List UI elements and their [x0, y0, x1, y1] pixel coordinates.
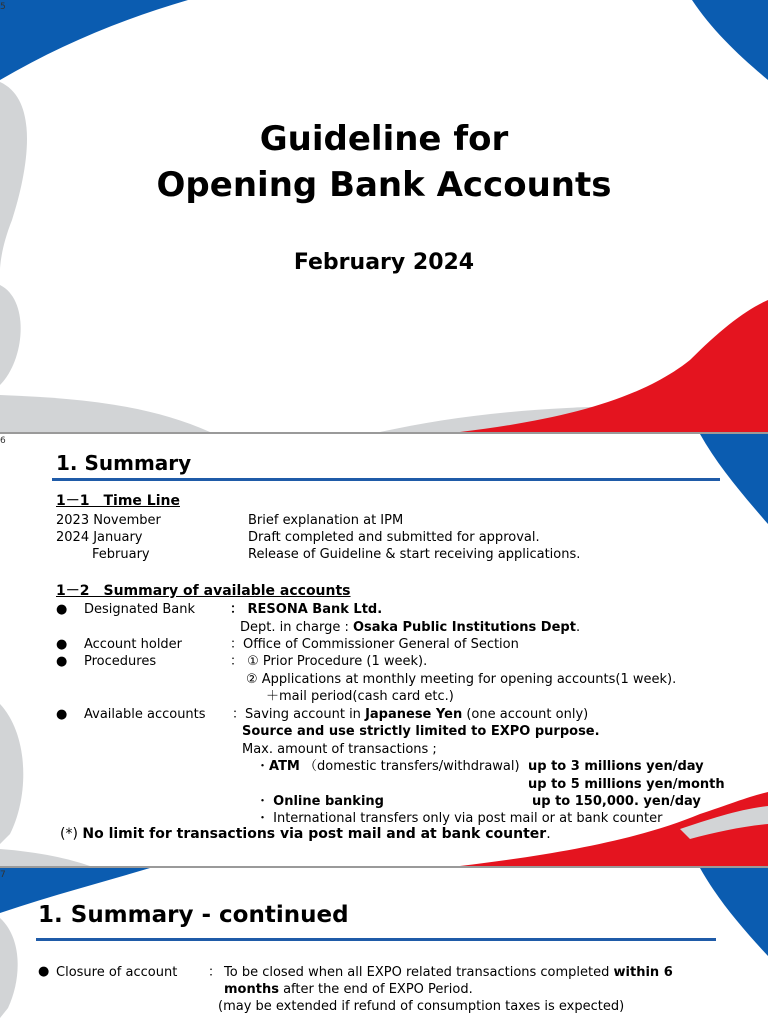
online-bullet: ・: [256, 794, 270, 809]
timeline-when-3: February: [92, 547, 150, 562]
bullet-icon: ●: [56, 654, 68, 669]
closure-line-1-text: To be closed when all EXPO related transactions completed: [224, 965, 614, 980]
procedures-line-1: ： ① Prior Procedure (1 week).: [230, 654, 428, 669]
closure-label: Closure of account: [56, 965, 178, 980]
note-bold: No limit for transactions via post mail and at bank counter: [82, 826, 547, 842]
closure-line-2-text: after the end of EXPO Period.: [278, 982, 473, 997]
document-date: February 2024: [293, 250, 475, 275]
slide-summary-continued: [0, 868, 768, 1024]
dept-value: Osaka Public Institutions Dept: [352, 620, 576, 635]
available-accounts-value: [232, 706, 588, 723]
timeline-heading: 1－1 Time Line: [56, 493, 180, 509]
slide-summary: [0, 434, 768, 866]
closure-line-3: (may be extended if refund of consumption taxes is expected): [218, 999, 625, 1014]
decorative-background-shapes: [0, 0, 768, 432]
online-banking-limit: up to 150,000. yen/day: [532, 794, 701, 809]
section-heading: 1. Summary - continued: [38, 902, 349, 928]
heading-rule: [36, 938, 716, 941]
atm-daily-limit: up to 3 millions yen/day: [528, 759, 704, 774]
bullet-icon: ●: [38, 964, 50, 979]
designated-bank-label: Designated Bank: [84, 602, 195, 617]
closure-colon: ：: [208, 965, 222, 980]
atm-detail: （domestic transfers/withdrawal): [304, 759, 520, 774]
bullet-icon: ●: [56, 637, 68, 652]
title-line-2: Opening Bank Accounts: [156, 165, 612, 205]
bullet-icon: ●: [56, 707, 68, 722]
heading-rule: [52, 478, 720, 481]
note-suffix: .: [546, 826, 551, 842]
closure-line-1: [224, 964, 673, 981]
timeline-what-1: Brief explanation at IPM: [248, 513, 404, 528]
page-number: 5: [0, 2, 6, 12]
note-prefix: (*): [60, 826, 83, 842]
closure-line-1-bold: within 6: [613, 965, 673, 980]
available-suffix: (one account only): [462, 707, 589, 722]
international-transfers-line: ・ International transfers only via post mail or at bank counter: [256, 811, 663, 826]
source-use-line: Source and use strictly limited to EXPO purpose.: [242, 724, 600, 739]
dept-prefix: Dept. in charge :: [240, 620, 353, 635]
timeline-when-1: 2023 November: [56, 513, 161, 528]
available-prefix: ：Saving account in: [232, 707, 366, 722]
max-transactions-line: Max. amount of transactions ;: [242, 742, 437, 757]
section-heading: 1. Summary: [56, 451, 192, 475]
note-line: [60, 826, 551, 842]
available-currency: Japanese Yen: [365, 707, 463, 722]
procedures-line-3: ＋mail period(cash card etc.): [266, 689, 454, 704]
account-holder-label: Account holder: [84, 637, 183, 652]
accounts-heading: 1－2 Summary of available accounts: [56, 583, 351, 599]
closure-line-2: [224, 981, 473, 998]
dept-suffix: .: [575, 620, 581, 635]
bullet-icon: ●: [56, 602, 68, 617]
procedures-label: Procedures: [84, 654, 157, 669]
atm-line: [256, 758, 520, 775]
account-holder-value: ：Office of Commissioner General of Section: [230, 637, 519, 652]
dept-in-charge: [240, 619, 580, 636]
designated-bank-value: ： RESONA Bank Ltd.: [230, 602, 383, 617]
page-number: 6: [0, 436, 6, 446]
timeline-what-2: Draft completed and submitted for approval.: [248, 530, 540, 545]
document-title: [0, 116, 768, 208]
timeline-when-2: 2024 January: [56, 530, 143, 545]
online-banking-line: [256, 793, 384, 810]
page-number: 7: [0, 870, 6, 880]
atm-label: ATM: [269, 759, 300, 774]
title-line-1: Guideline for: [259, 119, 509, 159]
atm-bullet: ・: [256, 759, 270, 774]
online-label: Online banking: [273, 794, 384, 809]
atm-monthly-limit: up to 5 millions yen/month: [528, 777, 725, 792]
closure-line-2-bold: months: [224, 982, 279, 997]
slide-title-page: [0, 0, 768, 432]
available-accounts-label: Available accounts: [84, 707, 206, 722]
timeline-what-3: Release of Guideline & start receiving applications.: [248, 547, 581, 562]
procedures-line-2: ② Applications at monthly meeting for opening accounts(1 week).: [246, 672, 677, 687]
